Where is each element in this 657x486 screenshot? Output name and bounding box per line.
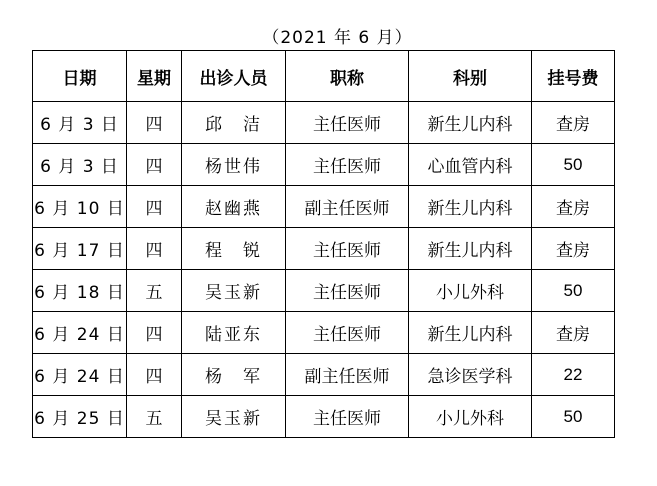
cell-department: 新生儿内科 [409, 312, 532, 354]
column-header-weekday: 星期 [127, 51, 182, 102]
cell-weekday: 四 [127, 354, 182, 396]
cell-doctor: 吴玉新 [182, 270, 286, 312]
cell-title: 副主任医师 [286, 354, 409, 396]
cell-department: 急诊医学科 [409, 354, 532, 396]
cell-fee: 查房 [532, 186, 615, 228]
table-row [33, 354, 615, 396]
cell-title: 主任医师 [286, 102, 409, 144]
cell-department: 小儿外科 [409, 270, 532, 312]
cell-date: 6 月 25 日 [33, 396, 127, 438]
cell-weekday: 四 [127, 144, 182, 186]
cell-weekday: 四 [127, 102, 182, 144]
cell-weekday: 四 [127, 186, 182, 228]
cell-fee: 查房 [532, 228, 615, 270]
cell-doctor: 邱 洁 [182, 102, 286, 144]
cell-weekday: 四 [127, 228, 182, 270]
cell-date: 6 月 24 日 [33, 354, 127, 396]
cell-department: 心血管内科 [409, 144, 532, 186]
cell-department: 新生儿内科 [409, 228, 532, 270]
table-row [33, 144, 615, 186]
cell-date: 6 月 18 日 [33, 270, 127, 312]
header-row [33, 51, 615, 102]
cell-fee: 22 [532, 354, 615, 396]
cell-fee: 50 [532, 144, 615, 186]
column-header-title: 职称 [286, 51, 409, 102]
table-row [33, 312, 615, 354]
cell-weekday: 五 [127, 396, 182, 438]
cell-date: 6 月 24 日 [33, 312, 127, 354]
cell-doctor: 杨 军 [182, 354, 286, 396]
cell-department: 小儿外科 [409, 396, 532, 438]
cell-title: 主任医师 [286, 144, 409, 186]
column-header-doctor: 出诊人员 [182, 51, 286, 102]
cell-date: 6 月 17 日 [33, 228, 127, 270]
cell-doctor: 陆亚东 [182, 312, 286, 354]
table-row [33, 102, 615, 144]
column-header-department: 科别 [409, 51, 532, 102]
cell-fee: 50 [532, 396, 615, 438]
cell-date: 6 月 3 日 [33, 144, 127, 186]
cell-date: 6 月 3 日 [33, 102, 127, 144]
cell-fee: 查房 [532, 312, 615, 354]
cell-doctor: 杨世伟 [182, 144, 286, 186]
cell-title: 主任医师 [286, 396, 409, 438]
cell-title: 主任医师 [286, 312, 409, 354]
cell-date: 6 月 10 日 [33, 186, 127, 228]
table-row [33, 270, 615, 312]
cell-department: 新生儿内科 [409, 102, 532, 144]
column-header-fee: 挂号费 [532, 51, 615, 102]
cell-title: 主任医师 [286, 228, 409, 270]
cell-doctor: 程 锐 [182, 228, 286, 270]
cell-title: 副主任医师 [286, 186, 409, 228]
table-row [33, 396, 615, 438]
clinic-schedule-table [32, 50, 615, 438]
table-row [33, 228, 615, 270]
cell-doctor: 赵幽燕 [182, 186, 286, 228]
cell-weekday: 四 [127, 312, 182, 354]
table-row [33, 186, 615, 228]
cell-weekday: 五 [127, 270, 182, 312]
cell-doctor: 吴玉新 [182, 396, 286, 438]
cell-department: 新生儿内科 [409, 186, 532, 228]
column-header-date: 日期 [33, 51, 127, 102]
cell-fee: 50 [532, 270, 615, 312]
cell-title: 主任医师 [286, 270, 409, 312]
cell-fee: 查房 [532, 102, 615, 144]
schedule-caption: （2021 年 6 月） [262, 28, 413, 48]
